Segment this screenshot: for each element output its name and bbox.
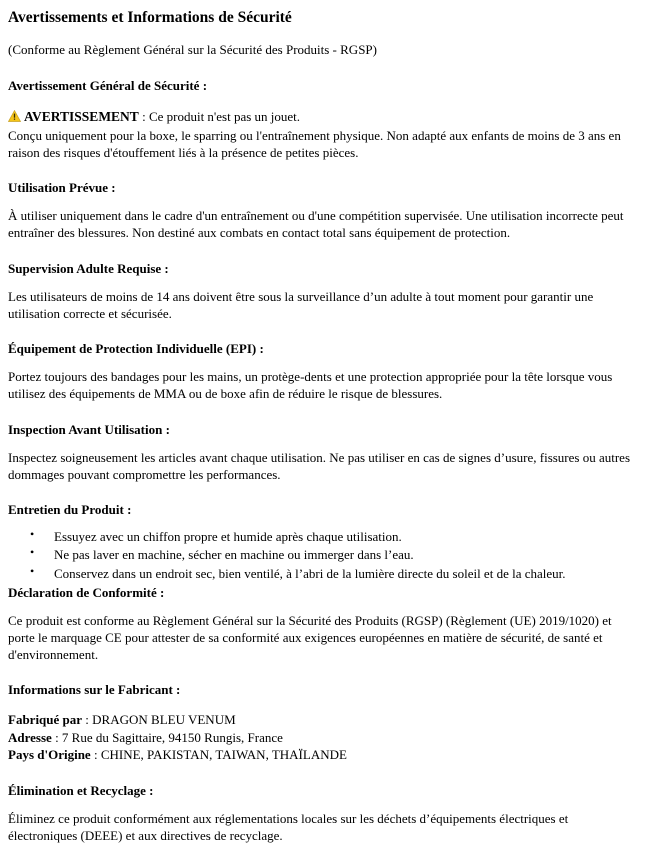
warning-triangle-icon — [8, 109, 21, 126]
disposal-body: Éliminez ce produit conformément aux réglementations locales sur les déchets d’équipements électriques et électroniques (DEEE) et aux directives de recyclage. — [8, 810, 569, 843]
manufacturer-label: Fabriqué par — [8, 712, 83, 728]
address-value: : 7 Rue du Sagittaire, 94150 Rungis, France — [51, 729, 283, 745]
manufacturer-name-line — [8, 711, 637, 728]
origin-value: : CHINE, PAKISTAN, TAIWAN, THAÏLANDE — [90, 747, 347, 763]
manufacturer-address-line — [8, 729, 637, 746]
section-heading-disposal: Élimination et Recyclage : — [8, 782, 154, 798]
general-warning-line — [8, 108, 637, 126]
address-label: Adresse — [8, 729, 52, 745]
maintenance-list — [8, 528, 637, 581]
section-heading-adult-supervision: Supervision Adulte Requise : — [8, 260, 169, 276]
document-subtitle: (Conforme au Règlement Général sur la Sécurité des Produits - RGSP) — [8, 42, 377, 58]
intended-use-body: À utiliser uniquement dans le cadre d'un entraînement ou d'une compétition supervisée. Une utilisation incorrecte peut entraîner des blessures. Non destiné aux combats en contact total sans équipement de protection. — [8, 208, 624, 241]
page-title: Avertissements et Informations de Sécurité — [8, 9, 292, 26]
warning-lead-text: : Ce produit n'est pas un jouet. — [138, 108, 301, 124]
general-warning-body: Conçu uniquement pour la boxe, le sparring ou l'entraînement physique. Non adapté aux enfants de moins de 3 ans en raison des risques d'étouffement liés à la présence de petites pièces. — [8, 127, 621, 160]
manufacturer-value: : DRAGON BLEU VENUM — [82, 712, 236, 728]
warning-keyword: AVERTISSEMENT — [24, 108, 139, 124]
section-heading-ppe: Équipement de Protection Individuelle (EPI) : — [8, 341, 264, 357]
adult-supervision-body: Les utilisateurs de moins de 14 ans doivent être sous la surveillance d’un adulte à tout moment pour garantir une utilisation correcte et sécurisée. — [8, 288, 594, 321]
section-heading-inspection: Inspection Avant Utilisation : — [8, 421, 170, 437]
section-heading-conformity: Déclaration de Conformité : — [8, 584, 165, 600]
ppe-body: Portez toujours des bandages pour les mains, un protège-dents et une protection appropriée pour la tête lorsque vous utilisez des équipements de MMA ou de boxe afin de réduire le risque de blessures. — [8, 369, 613, 402]
manufacturer-details — [8, 711, 637, 763]
section-heading-manufacturer: Informations sur le Fabricant : — [8, 682, 181, 698]
inspection-body: Inspectez soigneusement les articles avant chaque utilisation. Ne pas utiliser en cas de signes d’usure, fissures ou autres dommages pouvant compromettre les performances. — [8, 449, 631, 482]
list-item: • Conservez dans un endroit sec, bien ventilé, à l’abri de la lumière directe du soleil et de la chaleur. — [8, 565, 637, 582]
list-item: • Essuyez avec un chiffon propre et humide après chaque utilisation. — [8, 528, 637, 545]
list-item: • Ne pas laver en machine, sécher en machine ou immerger dans l’eau. — [8, 546, 637, 563]
conformity-body: Ce produit est conforme au Règlement Général sur la Sécurité des Produits (RGSP) (Règlement (UE) 2019/1020) et porte le marquage CE pour attester de sa conformité aux exigences européennes en matière de sécurité, de santé et d'environnement. — [8, 612, 612, 663]
section-heading-general-warning: Avertissement Général de Sécurité : — [8, 77, 208, 93]
section-heading-intended-use: Utilisation Prévue : — [8, 180, 116, 196]
origin-label: Pays d'Origine — [8, 747, 91, 763]
section-heading-maintenance: Entretien du Produit : — [8, 502, 132, 518]
